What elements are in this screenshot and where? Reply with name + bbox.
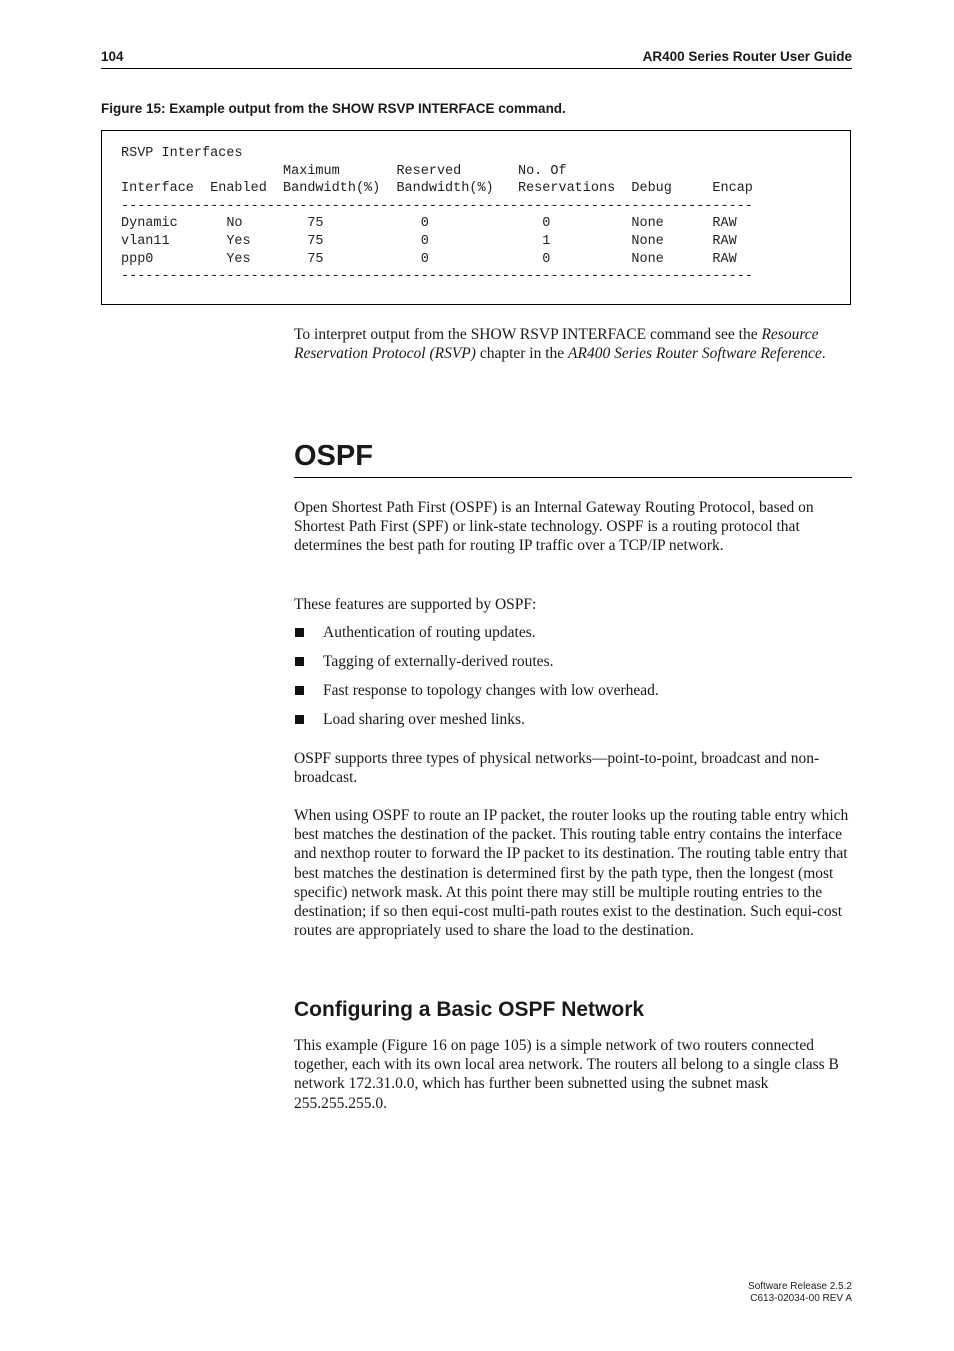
features-intro-paragraph: These features are supported by OSPF: <box>294 596 537 613</box>
page-footer <box>748 1281 852 1305</box>
square-bullet-icon <box>295 657 304 666</box>
list-item <box>294 623 854 652</box>
list-item <box>294 652 854 681</box>
rsvp-interface-output: RSVP Interfaces Maximum Reserved No. Of Interface Enabled Bandwidth(%) Bandwidth(%) Reservations Debug Encap ------------------------------------------------------------------------------ Dynamic No 75 0 0 None RAW vlan11 Yes 75 0 1 None RAW ppp0 Yes 75 0 0 None RAW ------------------------------------------------------------------------------ <box>121 146 753 285</box>
document-id: C613-02034-00 REV A <box>750 1293 852 1304</box>
guide-title: AR400 Series Router User Guide <box>642 49 852 64</box>
interpret-paragraph <box>294 325 854 363</box>
feature-text: Fast response to topology changes with low overhead. <box>323 682 659 699</box>
list-item <box>294 681 854 710</box>
list-item <box>294 710 854 739</box>
network-types-paragraph: OSPF supports three types of physical networks—point-to-point, broadcast and non-broadcast. <box>294 750 820 787</box>
figure-caption: Figure 15: Example output from the SHOW RSVP INTERFACE command. <box>101 101 566 116</box>
software-reference-title: AR400 Series Router Software Reference <box>568 345 822 363</box>
basic-ospf-subsection-title: Configuring a Basic OSPF Network <box>294 998 645 1021</box>
ospf-intro-paragraph: Open Shortest Path First (OSPF) is an Internal Gateway Routing Protocol, based on Shortest Path First (SPF) or link-state technology. OSPF is a routing protocol that determines the best path for routing IP traffic over a TCP/IP network. <box>294 499 814 555</box>
rsvp-chapter-reference: Resource Reservation Protocol (RSVP) <box>294 326 819 363</box>
ospf-section-title: OSPF <box>294 436 852 478</box>
square-bullet-icon <box>295 628 304 637</box>
interpret-text-mid: chapter in the <box>475 345 569 363</box>
page-header <box>101 48 852 69</box>
square-bullet-icon <box>295 686 304 695</box>
square-bullet-icon <box>295 715 304 724</box>
software-release: Software Release 2.5.2 <box>748 1281 852 1292</box>
features-list <box>294 623 854 739</box>
page-number: 104 <box>101 49 124 64</box>
interpret-text-post: . <box>821 345 826 363</box>
routing-paragraph: When using OSPF to route an IP packet, the router looks up the routing table entry which best matches the destination of the packet. This routing table entry contains the interface and nexthop router to forward the IP packet to its destination. The routing table entry that best matches the destination is determined first by the path type, then the longest (most specific) network mask. At this point there may still be multiple routing entries to the destination; if so then equi-cost multi-path routes exist to the destination. Such equi-cost routes are appropriately used to share the load to the destination. <box>294 807 849 940</box>
basic-ospf-paragraph: This example (Figure 16 on page 105) is a simple network of two routers connected together, each with its own local area network. The routers all belong to a single class B network 172.31.0.0, which has further been subnetted using the subnet mask 255.255.255.0. <box>294 1037 839 1112</box>
command-output-box <box>101 130 851 305</box>
feature-text: Authentication of routing updates. <box>323 624 536 641</box>
interpret-text-pre: To interpret output from the SHOW RSVP INTERFACE command see the <box>294 326 762 343</box>
feature-text: Tagging of externally-derived routes. <box>323 653 554 670</box>
feature-text: Load sharing over meshed links. <box>323 711 525 728</box>
